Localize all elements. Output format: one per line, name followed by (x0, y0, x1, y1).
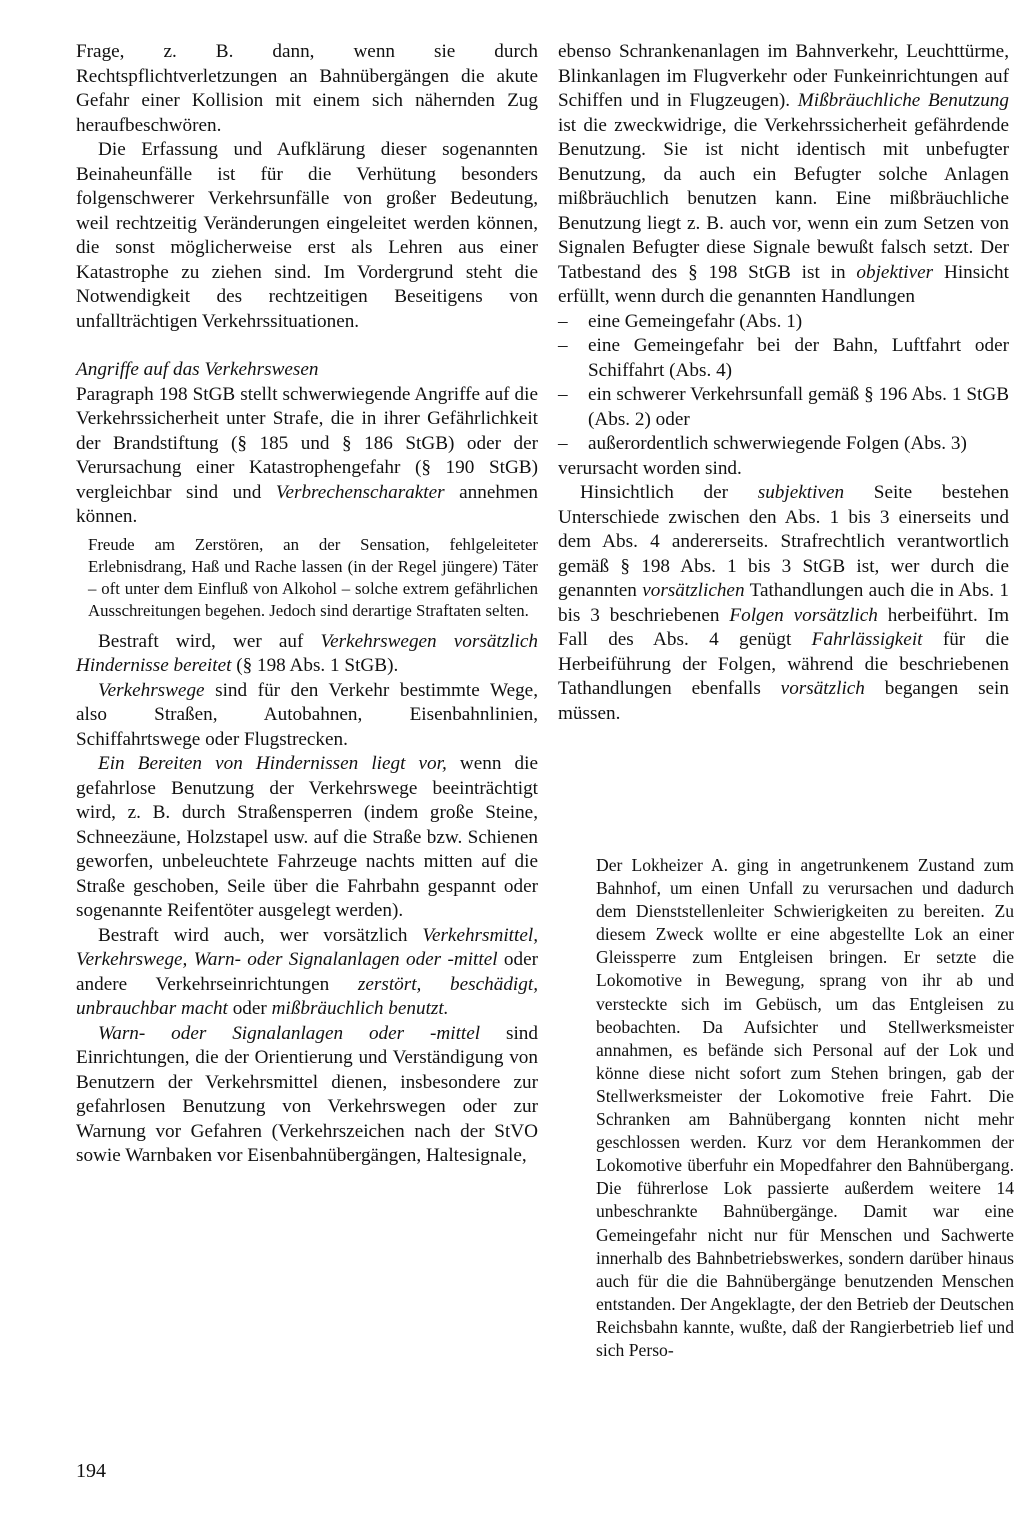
consequence-list (558, 310, 1009, 457)
paragraph: verursacht worden sind. (558, 457, 742, 479)
small-note: Freude am Zerstören, an der Sensation, fehlgeleiteter Erlebnisdrang, Haß und Rache lassen (in der Regel jüngere) Täter – oft unter dem Einfluß von Alkohol – solche extrem gefährlichen Ausschreitungen begehen. Jedoch sind derartige Straftaten selten. (88, 534, 538, 620)
right-column (558, 40, 1009, 726)
paragraph: Die Erfassung und Aufklärung dieser sogenannten Beinaheunfälle ist für die Verhütung besonders folgenschwerer Verkehrsunfälle von großer Bedeutung, weil rechtzeitig Veränderungen eingeleitet werden können, die sonst möglicherweise erst als Lehren aus einer Katastrophe zu ziehen sind. Im Vordergrund steht die Notwendigkeit des rechtzeitigen Beseitigens von unfallträchtigen Verkehrssituationen. (76, 139, 538, 332)
section-heading: Angriffe auf das Verkehrswesen (76, 359, 319, 380)
list-item: – eine Gemeingefahr (Abs. 1) (558, 310, 803, 332)
paragraph: Paragraph 198 StGB stellt schwerwiegende Angriffe auf die Verkehrssicherheit unter Strafe, die in ihrer Gefährlichkeit der Brandstiftung (§ 185 und § 186 StGB) oder der Verursachung einer Katastrophengefahr (§ 190 StGB) vergleichbar sind und Verbrechenscharakter annehmen können. (76, 383, 538, 527)
paragraph: Warn- oder Signalanlagen oder -mittel sind Einrichtungen, die der Orientierung und Verständigung von Benutzern der Verkehrsmittel dienen, insbesondere zur gefahrlosen Benutzung von Verkehrswegen oder zur Warnung vor Gefahren (Verkehrszeichen nach der StVO sowie Warnbaken vor Eisenbahnübergängen, Haltesignale, (76, 1022, 538, 1166)
paragraph: Hinsichtlich der subjektiven Seite bestehen Unterschiede zwischen den Abs. 1 bis 3 einerseits und dem Abs. 4 andererseits. Strafrechtlich verantwortlich gemäß § 198 Abs. 1 bis 3 StGB ist, wer durch die genannten vorsätzlichen Tathandlungen auch die in Abs. 1 bis 3 beschriebenen Folgen vorsätzlich herbeiführt. Im Fall des Abs. 4 genügt Fahrlässigkeit für die Herbeiführung der Folgen, während die beschriebenen Tathandlungen ebenfalls vorsätzlich begangen sein müssen. (558, 482, 1010, 724)
paragraph: Bestraft wird, wer auf Verkehrswegen vorsätzlich Hindernisse bereitet (§ 198 Abs. 1 StGB). (76, 630, 538, 676)
paragraph: ebenso Schrankenanlagen im Bahnverkehr, Leuchttürme, Blinkanlagen im Flugverkehr oder Funkeinrichtungen auf Schiffen und in Flugzeugen). Mißbräuchliche Benutzung ist die zweckwidrige, die Verkehrssicherheit gefährdende Benutzung. Sie ist nicht identisch mit unbefugter Benutzung, da auch ein Befugter solche Anlagen mißbräuchlich benutzen kann. Eine mißbräuchliche Benutzung liegt z. B. auch vor, wenn ein zum Setzen von Signalen Befugter diese Signale bewußt falsch setzt. Der Tatbestand des § 198 StGB ist in objektiver Hinsicht erfüllt, wenn durch die genannten Handlungen (558, 41, 1009, 307)
paragraph: Frage, z. B. dann, wenn sie durch Rechtspflichtverletzungen an Bahnübergängen die akute Gefahr einer Kollision mit einem sich nähernden Zug heraufbeschwören. (76, 41, 538, 136)
list-item: – eine Gemeingefahr bei der Bahn, Luftfahrt oder Schiffahrt (Abs. 4) (558, 335, 1009, 381)
case-example: Der Lokheizer A. ging in angetrunkenem Zustand zum Bahnhof, um einen Unfall zu verursachen und dadurch dem Dienststellenleiter Schwierigkeiten zu bereiten. Zu diesem Zweck wollte er eine abgestellte Lok an einer Gleissperre zum Entgleisen bringen. Er setzte die Lokomotive in Bewegung, sprang von ihr ab und versteckte sich im Gebüsch, um das Entgleisen zu beobachten. Da Aufsichter und Stellwerksmeister annahmen, es befände sich Personal auf der Lok und könne diese nicht sofort zum Stehen bringen, gab der Stellwerksmeister der Lokomotive freie Fahrt. Die Schranken am Bahnübergang konnten nicht mehr geschlossen werden. Kurz vor dem Herankommen der Lokomotive überfuhr ein Mopedfahrer den Bahnübergang. Die führerlose Lok passierte außerdem weitere 14 unbeschrankte Bahnübergänge. Damit war eine Gemeingefahr nicht nur für Menschen und Sachwerte innerhalb des Bahnbetriebswerkes, sondern darüber hinaus auch für die die Bahnübergänge benutzenden Menschen entstanden. Der Angeklagte, der den Betrieb der Deutschen Reichsbahn kannte, wußte, daß der Rangierbetrieb lief und sich Perso- (596, 855, 1014, 1360)
paragraph: Verkehrswege sind für den Verkehr bestimmte Wege, also Straßen, Autobahnen, Eisenbahnlinien, Schiffahrtswege oder Flugstrecken. (76, 679, 538, 750)
paragraph: Bestraft wird auch, wer vorsätzlich Verkehrsmittel, Verkehrswege, Warn- oder Signalanlagen oder -mittel oder andere Verkehrseinrichtungen zerstört, beschädigt, unbrauchbar macht oder mißbräuchlich benutzt. (76, 924, 539, 1019)
paragraph: Ein Bereiten von Hindernissen liegt vor, wenn die gefahrlose Benutzung der Verkehrswege beeinträchtigt wird, z. B. durch Straßensperren (indem große Steine, Schneezäune, Holzstapel usw. auf die Straße bzw. Schienen geworfen, unbeleuchtete Fahrzeuge nachts mitten auf die Straße geschoben, Seile über die Fahrbahn gespannt oder sogenannte Reifentöter ausgelegt werden). (76, 753, 538, 921)
list-item: – ein schwerer Verkehrsunfall gemäß § 196 Abs. 1 StGB (Abs. 2) oder (558, 384, 1009, 430)
left-column (76, 40, 538, 1169)
page-number: 194 (76, 1460, 106, 1482)
list-item: – außerordentlich schwerwiegende Folgen (Abs. 3) (558, 433, 967, 454)
